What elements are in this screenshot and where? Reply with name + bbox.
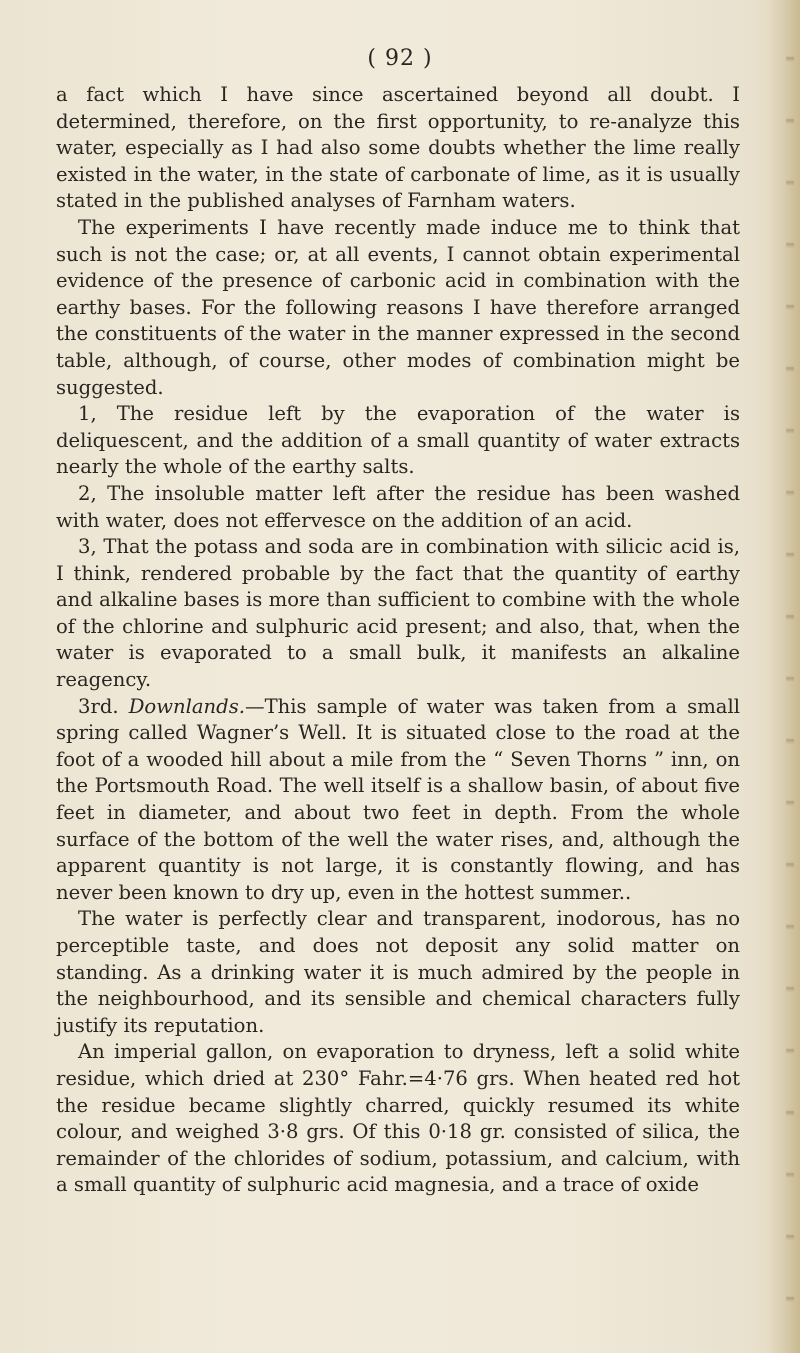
paragraph-downlands bbox=[56, 694, 740, 907]
paragraph-evaporation: An imperial gallon, on evaporation to dryness, left a solid white residue, which dried at 230° Fahr.=4·76 grs. When heated red hot the residue became slightly charred, quickly resumed its white colour, and weighed 3·8 grs. Of this 0·18 gr. consisted of silica, the remainder of the chlorides of sodium, potassium, and calcium, with a small quantity of sulphuric acid magnesia, and a trace of oxide bbox=[56, 1040, 740, 1197]
paragraph-water-character: The water is perfectly clear and transparent, inodorous, has no perceptible taste, and does not deposit any solid matter on standing. As a drinking water it is much admired by the people in the neighbourhood, and its sensible and chemical characters fully justify its reputation. bbox=[56, 907, 740, 1037]
page-number: ( 92 ) bbox=[367, 46, 433, 71]
paragraph-reason-3: 3, That the potass and soda are in combination with silicic acid is, I think, rendered probable by the fact that the quantity of earthy and alkaline bases is more than sufficient to combine with the whole of the chlorine and sulphuric acid present; and also, that, when the water is evaporated to a small bulk, it manifests an alkaline reagency. bbox=[56, 535, 740, 692]
section-place-name: Downlands. bbox=[128, 694, 245, 718]
paragraph-2: The experiments I have recently made induce me to think that such is not the case; or, at all events, I cannot obtain experimental evidence of the presence of carbonic acid in combination with the earthy bases. For the following reasons I have therefore arranged the constituents of the water in the manner expressed in the second table, although, of course, other modes of combination might be suggested. bbox=[56, 215, 740, 399]
paragraph-reason-2: 2, The insoluble matter left after the residue has been washed with water, does not effervesce on the addition of an acid. bbox=[56, 481, 740, 532]
body-text bbox=[56, 82, 740, 1199]
paragraph-reason-1: 1, The residue left by the evaporation of the water is deliquescent, and the addition of a small quantity of water extracts nearly the whole of the earthy salts. bbox=[56, 402, 740, 479]
section-number: 3rd. bbox=[78, 694, 119, 718]
page-edge-marks bbox=[786, 0, 794, 1353]
section-description: —This sample of water was taken from a small spring called Wagner’s Well. It is situated close to the road at the foot of a wooded hill about a mile from the “ Seven Thorns ” inn, on the Portsmouth Road. The well itself is a shallow basin, of about five feet in diameter, and about two feet in depth. From the whole surface of the bottom of the well the water rises, and, although the apparent quantity is not large, it is constantly flowing, and has never been known to dry up, even in the hottest summer.. bbox=[56, 694, 740, 904]
paragraph-1: a fact which I have since ascertained beyond all doubt. I determined, therefore, on the first opportunity, to re-analyze this water, especially as I had also some doubts whether the lime really existed in the water, in the state of carbonate of lime, as it is usually stated in the published analyses of Farnham waters. bbox=[56, 83, 740, 213]
